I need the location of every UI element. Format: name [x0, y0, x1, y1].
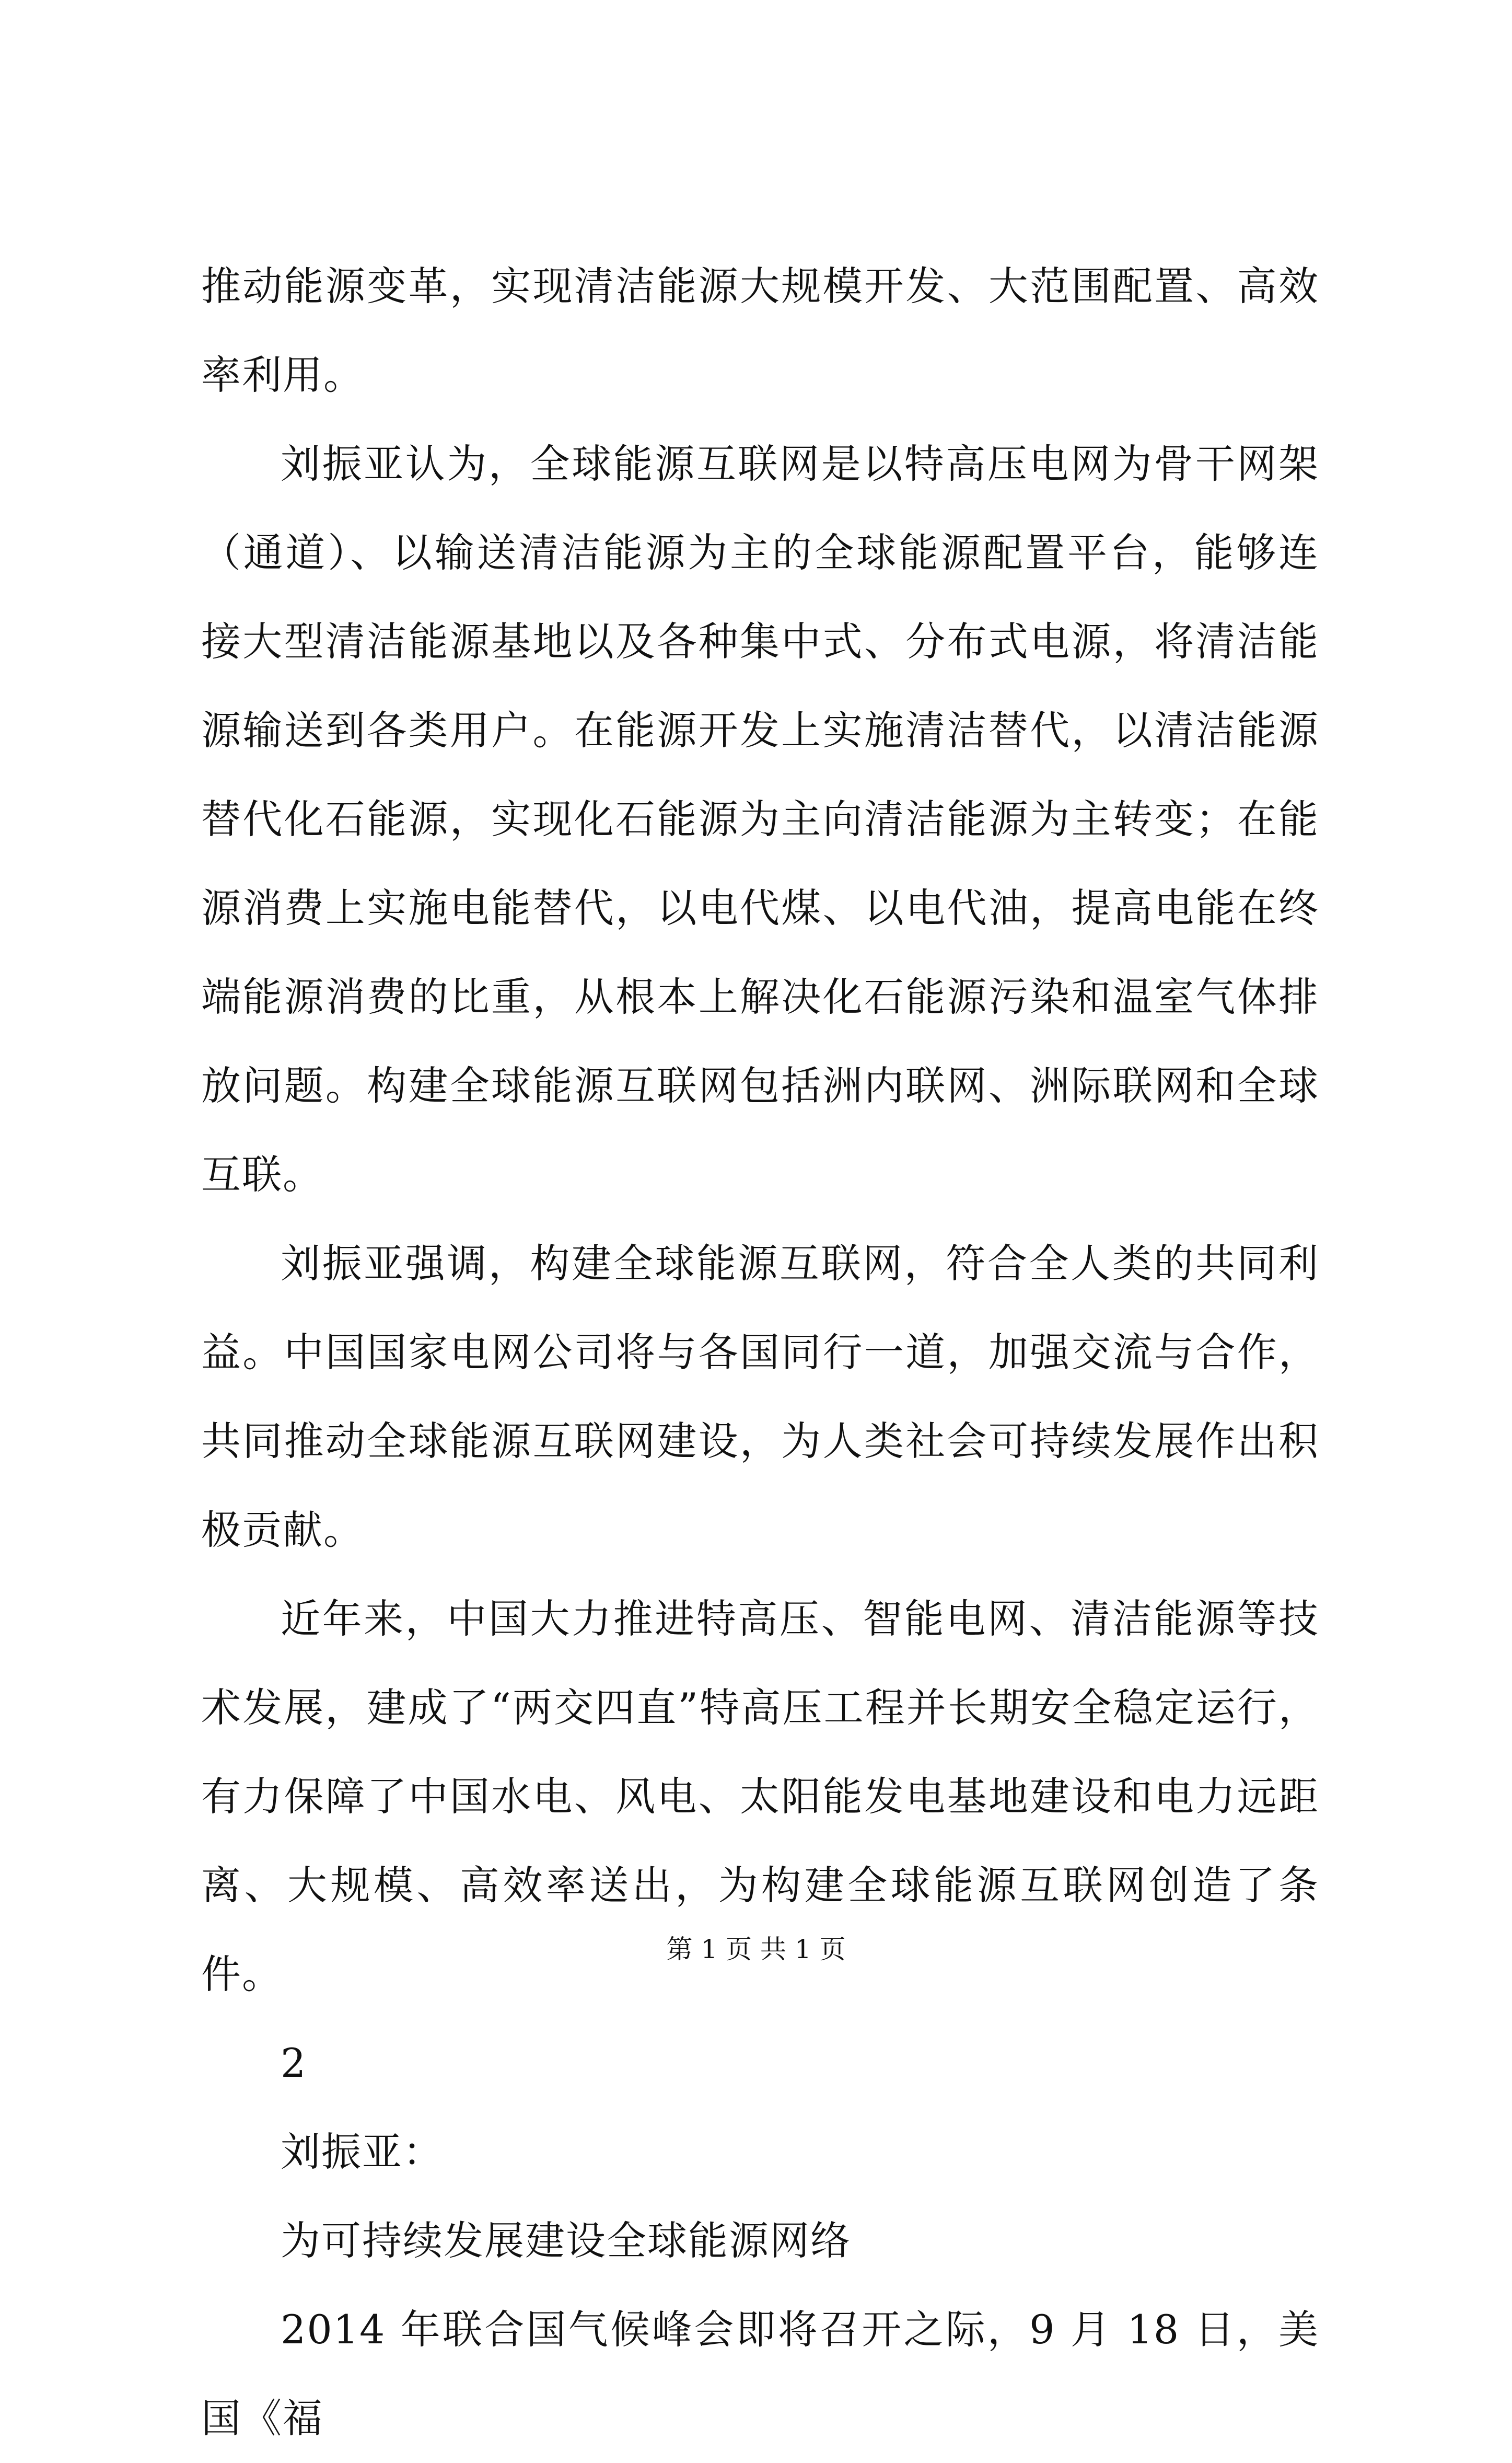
paragraph-intro: 2014 年联合国气候峰会即将召开之际，9 月 18 日，美国《福 [201, 2306, 1319, 2442]
paragraph-definition: 刘振亚认为，全球能源互联网是以特高压电网为骨干网架（通道）、以输送清洁能源为主的全球能源配置平台，能够连接大型清洁能源基地以及各种集中式、分布式电源，将清洁能源输送到各类用户。在能源开发上实施清洁替代，以清洁能源替代化石能源，实现化石能源为主向清洁能源为主转变；在能源消费上实施电能替代，以电代煤、以电代油，提高电能在终端能源消费的比重，从根本上解决化石能源污染和温室气体排放问题。构建全球能源互联网包括洲内联网、洲际联网和全球互联。 [201, 441, 1319, 1198]
paragraph-continuation: 推动能源变革，实现清洁能源大规模开发、大范围配置、高效率利用。 [201, 263, 1319, 398]
document-body [201, 242, 1319, 2463]
paragraph-emphasis: 刘振亚强调，构建全球能源互联网，符合全人类的共同利益。中国国家电网公司将与各国同行一道，加强交流与合作，共同推动全球能源互联网建设，为人类社会可持续发展作出积极贡献。 [201, 1240, 1319, 1553]
page-footer: 第 1 页 共 1 页 [666, 1934, 846, 1964]
section-title: 为可持续发展建设全球能源网络 [281, 2217, 851, 2264]
section-author-heading: 刘振亚： [281, 2129, 444, 2175]
paragraph-recent-progress: 近年来，中国大力推进特高压、智能电网、清洁能源等技术发展，建成了“两交四直”特高压工程并长期安全稳定运行，有力保障了中国水电、风电、太阳能发电基地建设和电力远距离、大规模、高效率送出，为构建全球能源互联网创造了条件。 [201, 1595, 1319, 1997]
section-number: 2 [281, 2040, 307, 2086]
